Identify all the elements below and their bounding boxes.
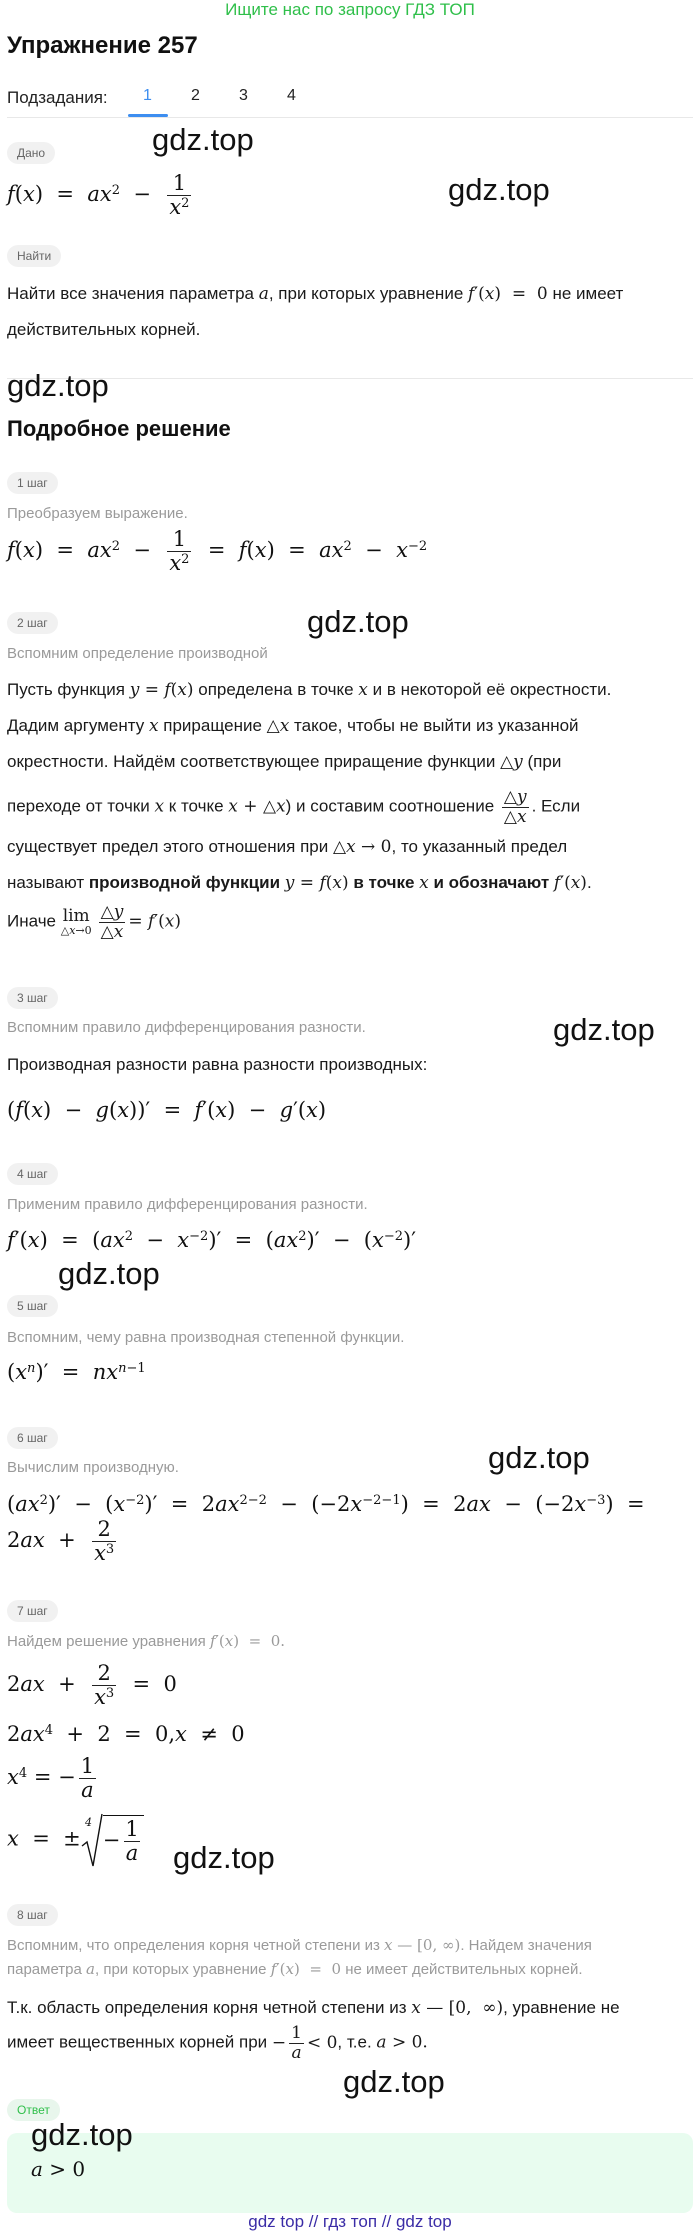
step-3-badge: 3 шаг: [7, 987, 58, 1009]
step-7-hint: Найдем решение уравнения f′(x) = 0.: [7, 1632, 286, 1650]
subtasks-label: Подзадания:: [7, 88, 108, 107]
step-2-line1: Пусть функция y = f(x) определена в точке x и в некоторой её окрестности.: [7, 680, 612, 700]
step-2-line3: окрестности. Найдём соответствующее приращение функции △y (при: [7, 752, 562, 772]
find-text-line2: действительных корней.: [7, 320, 201, 339]
step-4-formula: $f'(x) = (ax^2 - x^{-2})' = (ax^2)' - (x^{-2})'$: [7, 1228, 416, 1252]
step-3-formula: (f(x) − g(x))′ = f′(x) − g′(x): [7, 1098, 327, 1122]
find-text-line1: Найти все значения параметра a, при которых уравнение f′(x) = 0 не имеет: [7, 284, 624, 304]
footer-links[interactable]: gdz top // гдз топ // gdz top: [248, 2212, 452, 2231]
solution-title: Подробное решение: [7, 416, 231, 441]
page-title: Упражнение 257: [7, 32, 198, 59]
top-banner[interactable]: Ищите нас по запросу ГДЗ ТОП: [225, 0, 475, 19]
step-7-eq1: 2ax + $\frac{2}{x^3}$ = 0: [7, 1661, 177, 1710]
step-8-text-line1: Т.к. область определения корня четной степени из x — [0, ∞), уравнение не: [7, 1998, 620, 2018]
find-badge: Найти: [7, 245, 61, 267]
step-2-line2: Дадим аргументу x приращение △x такое, чтобы не выйти из указанной: [7, 716, 579, 736]
tab-subtask-3[interactable]: 3: [239, 87, 248, 104]
step-2-line5: существует предел этого отношения при △x → 0, то указанный предел: [7, 837, 568, 857]
given-badge: Дано: [7, 142, 55, 164]
given-formula: $f(x) = ax^2$ − $\frac{1}{x^2}$: [7, 171, 190, 220]
step-2-line6: называют производной функции y = f(x) в точке x и обозначают f′(x).: [7, 873, 592, 893]
step-7-eq4: x = ± 4 − $\frac{1}{a}$: [7, 1812, 144, 1868]
watermark: gdz.top: [173, 1840, 275, 1875]
step-2-line7: Иначе lim △x→0 $\frac{\triangle y}{\triangle x}$ = f′(x): [7, 902, 182, 942]
step-6-badge: 6 шаг: [7, 1427, 58, 1449]
step-3-text: Производная разности равна разности производных:: [7, 1055, 428, 1074]
step-5-badge: 5 шаг: [7, 1295, 58, 1317]
watermark: gdz.top: [307, 604, 409, 639]
step-4-hint: Применим правило дифференцирования разности.: [7, 1196, 368, 1213]
watermark: gdz.top: [448, 172, 550, 207]
step-7-eq3: $x^4$ = − $\frac{1}{a}$: [7, 1754, 95, 1803]
step-1-badge: 1 шаг: [7, 472, 58, 494]
answer-value: a > 0: [31, 2157, 86, 2181]
step-6-formula-line2: 2ax + $\frac{2}{x^3}$: [7, 1517, 115, 1566]
divider: [7, 117, 693, 118]
step-5-formula: $(x^n)' = nx^{n-1}$: [7, 1360, 146, 1384]
watermark: gdz.top: [58, 1256, 160, 1291]
step-1-formula: $f(x) = ax^2$ − $\frac{1}{x^2}$ = $f(x) = ax^2 - x^{-2}$: [7, 527, 428, 576]
step-6-hint: Вычислим производную.: [7, 1459, 179, 1476]
answer-badge: Ответ: [7, 2099, 60, 2121]
svg-text:4: 4: [84, 1816, 92, 1829]
step-5-hint: Вспомним, чему равна производная степенной функции.: [7, 1329, 405, 1346]
watermark: gdz.top: [152, 122, 254, 157]
watermark: gdz.top: [31, 2117, 133, 2152]
root-sign-icon: [81, 1812, 103, 1868]
watermark: gdz.top: [7, 368, 109, 403]
step-8-badge: 8 шаг: [7, 1904, 58, 1926]
step-4-badge: 4 шаг: [7, 1163, 58, 1185]
divider: [7, 378, 693, 379]
step-1-hint: Преобразуем выражение.: [7, 505, 188, 522]
tab-subtask-1[interactable]: 1: [143, 87, 152, 104]
step-2-line4: переходе от точки x к точке x + △x) и составим соотношение $\frac{\triangle y}{\triangle x}$ . Если: [7, 787, 581, 827]
step-3-hint: Вспомним правило дифференцирования разности.: [7, 1019, 366, 1036]
watermark: gdz.top: [488, 1440, 590, 1475]
step-8-text-line2: имеет вещественных корней при − $\frac{1}{a}$ < 0, т.е. a > 0.: [7, 2023, 428, 2063]
watermark: gdz.top: [343, 2064, 445, 2099]
step-7-badge: 7 шаг: [7, 1600, 58, 1622]
step-2-hint: Вспомним определение производной: [7, 645, 268, 662]
step-2-badge: 2 шаг: [7, 612, 58, 634]
step-7-eq2: $2ax^4 + 2 = 0,x \ne 0$: [7, 1722, 245, 1746]
step-8-hint-line2: параметра a, при которых уравнение f′(x) = 0 не имеет действительных корней.: [7, 1960, 583, 1978]
step-8-hint-line1: Вспомним, что определения корня четной степени из x — [0, ∞). Найдем значения: [7, 1936, 592, 1954]
tab-subtask-4[interactable]: 4: [287, 87, 296, 104]
step-6-formula-line1: $(ax^2)' - (x^{-2})' = 2ax^{2-2} - (-2x^{-2-1}) = 2ax - (-2x^{-3})$ =: [7, 1492, 645, 1516]
watermark: gdz.top: [553, 1012, 655, 1047]
tab-subtask-2[interactable]: 2: [191, 87, 200, 104]
